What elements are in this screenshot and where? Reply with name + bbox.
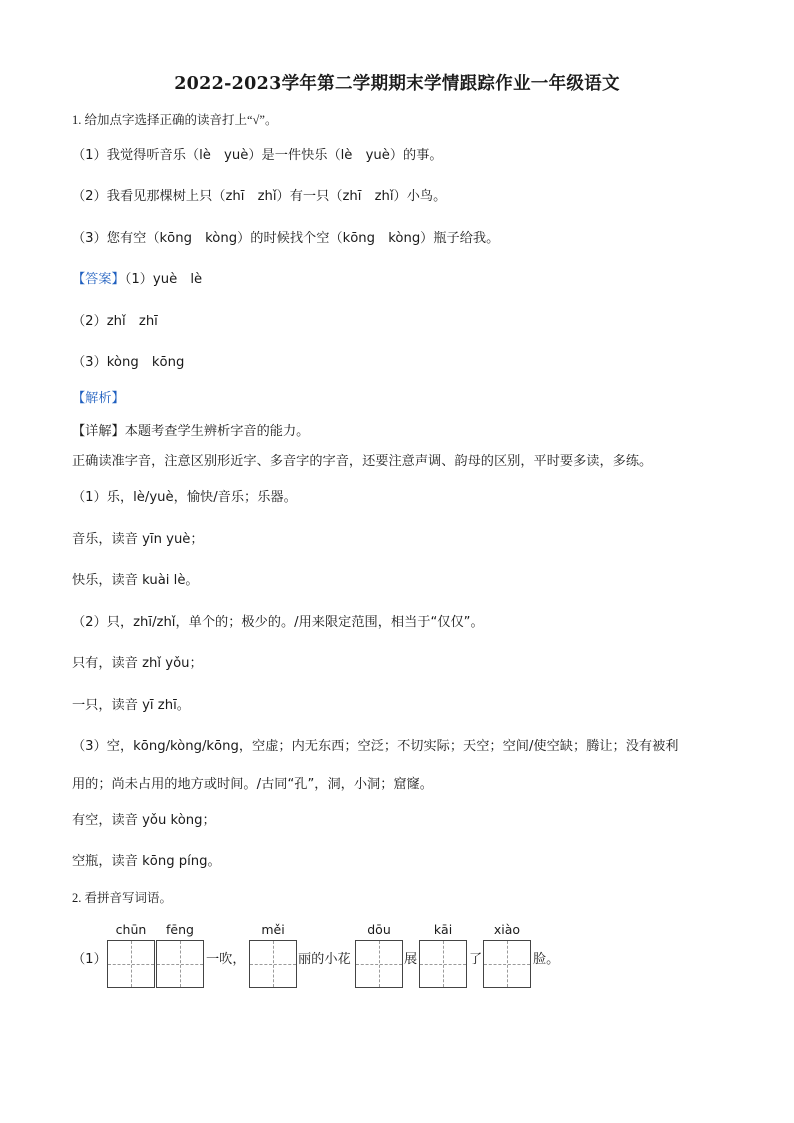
- detail-tag: 【详解】: [72, 424, 125, 439]
- analysis-line-9: 用的；尚未占用的地方或时间。/古同“孔”，洞，小洞；窟窿。: [72, 777, 433, 792]
- pinyin-chun: chūn: [115, 922, 147, 937]
- writing-box-4[interactable]: [355, 940, 403, 988]
- question-1-prompt: 1. 给加点字选择正确的读音打上“√”。: [72, 113, 278, 127]
- question-1-item-1: （1）我觉得听音乐（lè yuè）是一件快乐（lè yuè）的事。: [72, 148, 443, 163]
- answer-tag: 【答案】: [72, 272, 125, 287]
- answer-2: （2）zhǐ zhī: [72, 314, 158, 329]
- pinyin-writing-row: [72, 924, 772, 994]
- pinyin-dou: dōu: [367, 922, 391, 937]
- analysis-line-1: 正确读准字音，注意区别形近字、多音字的字音，还要注意声调、韵母的区别，平时要多读，多练。: [72, 454, 653, 469]
- analysis-line-10: 有空，读音 yǒu kòng；: [72, 813, 216, 828]
- answer-1: （1）yuè lè: [124, 272, 203, 287]
- analysis-line-6: 只有，读音 zhǐ yǒu；: [72, 656, 203, 671]
- text-after-mei: 丽的小花: [298, 952, 351, 967]
- row-label: （1）: [72, 952, 107, 967]
- pinyin-xiao: xiào: [493, 922, 521, 937]
- question-1-item-2: （2）我看见那棵树上只（zhī zhǐ）有一只（zhī zhǐ）小鸟。: [72, 189, 447, 204]
- detail-text: 本题考查学生辨析字音的能力。: [124, 424, 310, 439]
- analysis-line-4: 快乐，读音 kuài lè。: [72, 573, 199, 588]
- pinyin-mei: měi: [261, 922, 285, 937]
- answer-3: （3）kòng kōng: [72, 355, 185, 370]
- writing-box-1[interactable]: [107, 940, 155, 988]
- writing-box-3[interactable]: [249, 940, 297, 988]
- question-1-item-3: （3）您有空（kōng kòng）的时候找个空（kōng kòng）瓶子给我。: [72, 231, 500, 246]
- pinyin-kai: kāi: [433, 922, 453, 937]
- answer-line-1: [72, 271, 202, 289]
- page-title: 2022-2023学年第二学期期末学情跟踪作业一年级语文: [174, 74, 620, 94]
- analysis-line-7: 一只，读音 yī zhī。: [72, 698, 190, 713]
- writing-box-5[interactable]: [419, 940, 467, 988]
- detail-line: [72, 423, 309, 441]
- text-after-kai: 了: [469, 952, 483, 967]
- text-after-xiao: 脸。: [533, 952, 560, 967]
- analysis-line-8: （3）空，kōng/kòng/kōng，空虚；内无东西；空泛；不切实际；天空；空间/使空缺；腾让；没有被利: [72, 739, 679, 754]
- analysis-line-11: 空瓶，读音 kōng píng。: [72, 854, 221, 869]
- analysis-line-3: 音乐，读音 yīn yuè；: [72, 532, 204, 547]
- pinyin-feng: fēng: [166, 922, 194, 937]
- analysis-line-5: （2）只，zhī/zhǐ，单个的；极少的。/用来限定范围，相当于“仅仅”。: [72, 615, 484, 630]
- analysis-line-2: （1）乐，lè/yuè，愉快/音乐；乐器。: [72, 490, 297, 505]
- writing-box-6[interactable]: [483, 940, 531, 988]
- analysis-tag: 【解析】: [72, 391, 125, 406]
- text-after-chunfeng: 一吹，: [206, 952, 246, 967]
- question-2-prompt: 2. 看拼音写词语。: [72, 891, 173, 905]
- text-after-dou: 展: [404, 952, 418, 967]
- writing-box-2[interactable]: [156, 940, 204, 988]
